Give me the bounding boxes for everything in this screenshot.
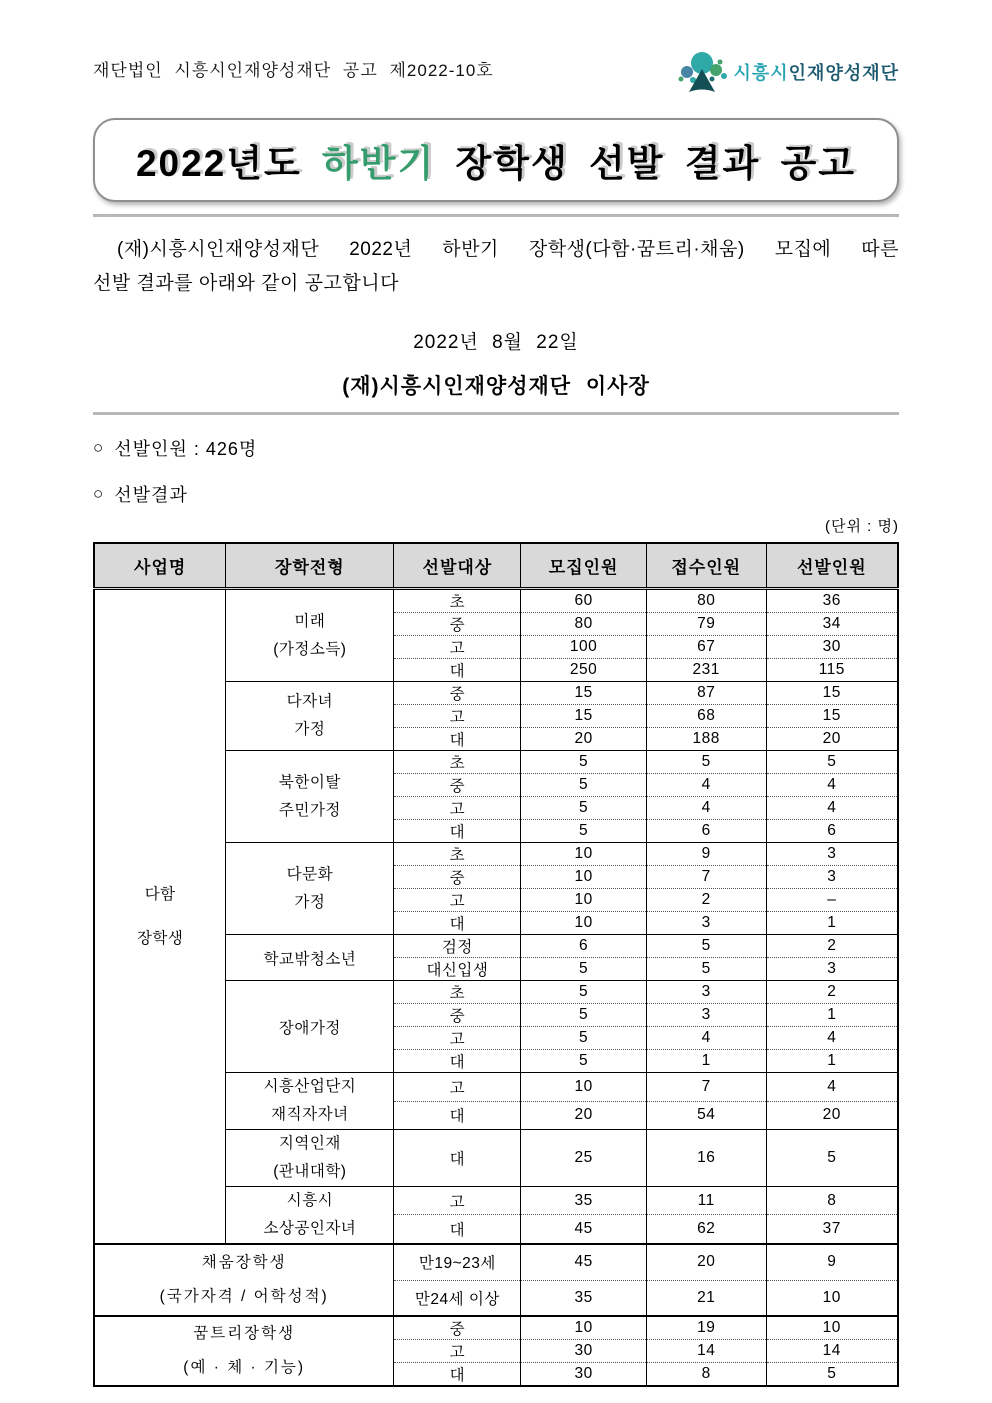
selection-count-text: 선발인원 : 426명 — [114, 439, 258, 459]
value-cell: 3 — [646, 912, 766, 935]
value-cell: 2 — [766, 981, 898, 1004]
value-cell: 10 — [766, 1316, 898, 1340]
value-cell: 35 — [521, 1280, 646, 1316]
target-cell: 중 — [394, 774, 521, 797]
value-cell: 67 — [646, 636, 766, 659]
value-cell: 87 — [646, 682, 766, 705]
value-cell: 1 — [766, 1004, 898, 1027]
target-cell: 대 — [394, 1101, 521, 1130]
value-cell: 2 — [766, 935, 898, 958]
column-header-selected: 선발인원 — [766, 543, 898, 589]
value-cell: 231 — [646, 659, 766, 682]
value-cell: 36 — [766, 589, 898, 613]
value-cell: 11 — [646, 1187, 766, 1215]
value-cell: 20 — [766, 1101, 898, 1130]
page-title — [136, 133, 856, 187]
value-cell: 54 — [646, 1101, 766, 1130]
value-cell: 21 — [646, 1280, 766, 1316]
circle-bullet-icon: ○ — [93, 438, 105, 457]
value-cell: 45 — [521, 1244, 646, 1280]
program-cell: 북한이탈 주민가정 — [226, 751, 394, 843]
announcement-date: 2022년 8월 22일 — [413, 332, 579, 353]
value-cell: 3 — [766, 958, 898, 981]
target-cell: 고 — [394, 705, 521, 728]
header-row — [94, 543, 898, 589]
target-cell: 대 — [394, 1215, 521, 1244]
value-cell: 79 — [646, 613, 766, 636]
target-cell: 고 — [394, 1187, 521, 1215]
logo-tree-icon — [676, 50, 728, 96]
divider-middle — [93, 412, 899, 415]
column-header-applied: 접수인원 — [646, 543, 766, 589]
value-cell: 25 — [521, 1130, 646, 1187]
value-cell: 7 — [646, 866, 766, 889]
title-highlight: 하반기 — [322, 143, 436, 184]
bullet-selection-count — [93, 435, 899, 461]
announcement-line-1: (재)시흥시인재양성재단 2022년 하반기 장학생(다함·꿈트리·채움) 모집에 따른 — [117, 239, 899, 260]
value-cell: 68 — [646, 705, 766, 728]
target-cell: 고 — [394, 889, 521, 912]
value-cell: 5 — [646, 958, 766, 981]
value-cell: 115 — [766, 659, 898, 682]
value-cell: 19 — [646, 1316, 766, 1340]
unit-note: (단위 : 명) — [825, 518, 899, 535]
value-cell: 8 — [646, 1363, 766, 1387]
program-cell: 장애가정 — [226, 981, 394, 1073]
target-cell: 고 — [394, 1027, 521, 1050]
value-cell: 15 — [521, 682, 646, 705]
value-cell: 3 — [646, 981, 766, 1004]
value-cell: 37 — [766, 1215, 898, 1244]
program-cell: 학교밖청소년 — [226, 935, 394, 981]
program-cell: 시흥산업단지 재직자자녀 — [226, 1073, 394, 1130]
program-cell: 시흥시 소상공인자녀 — [226, 1187, 394, 1245]
value-cell: 30 — [521, 1363, 646, 1387]
target-cell: 초 — [394, 981, 521, 1004]
value-cell: 80 — [646, 589, 766, 613]
value-cell: 9 — [646, 843, 766, 866]
value-cell: 5 — [521, 820, 646, 843]
value-cell: 20 — [521, 728, 646, 751]
value-cell: 4 — [766, 1073, 898, 1102]
doc-number: 재단법인 시흥시인재양성재단 공고 제2022-10호 — [93, 61, 494, 80]
business-cell: 다함 장학생 — [94, 589, 226, 1245]
document-header — [93, 50, 899, 96]
value-cell: 5 — [766, 1130, 898, 1187]
value-cell: 4 — [766, 1027, 898, 1050]
column-header-recruited: 모집인원 — [521, 543, 646, 589]
target-cell: 대 — [394, 728, 521, 751]
logo-text — [734, 59, 900, 87]
value-cell: 250 — [521, 659, 646, 682]
column-header-business: 사업명 — [94, 543, 226, 589]
value-cell: 1 — [766, 1050, 898, 1073]
announcement-paragraph — [93, 233, 899, 301]
value-cell: 30 — [521, 1340, 646, 1363]
results-table-body — [94, 589, 898, 1387]
logo-text-city: 시흥시 — [733, 63, 789, 83]
target-cell: 대 — [394, 1130, 521, 1187]
value-cell: 14 — [766, 1340, 898, 1363]
value-cell: 5 — [521, 981, 646, 1004]
value-cell: 16 — [646, 1130, 766, 1187]
table-row — [94, 1316, 898, 1340]
value-cell: 5 — [646, 935, 766, 958]
value-cell: 3 — [766, 843, 898, 866]
value-cell: 80 — [521, 613, 646, 636]
value-cell: 14 — [646, 1340, 766, 1363]
column-header-program: 장학전형 — [226, 543, 394, 589]
target-cell: 중 — [394, 866, 521, 889]
target-cell: 초 — [394, 751, 521, 774]
value-cell: 20 — [521, 1101, 646, 1130]
value-cell: 3 — [646, 1004, 766, 1027]
value-cell: 1 — [646, 1050, 766, 1073]
logo-text-foundation: 인재양성재단 — [788, 63, 899, 83]
value-cell: 15 — [766, 682, 898, 705]
target-cell: 검정 — [394, 935, 521, 958]
value-cell: 5 — [766, 751, 898, 774]
target-cell: 중 — [394, 682, 521, 705]
program-cell: 다문화 가정 — [226, 843, 394, 935]
value-cell: 10 — [521, 889, 646, 912]
value-cell: 60 — [521, 589, 646, 613]
value-cell: 6 — [521, 935, 646, 958]
value-cell: 4 — [646, 797, 766, 820]
value-cell: 10 — [521, 1073, 646, 1102]
program-cell: 미래 (가정소득) — [226, 589, 394, 682]
target-cell: 대 — [394, 1050, 521, 1073]
target-cell: 중 — [394, 613, 521, 636]
target-cell: 대 — [394, 912, 521, 935]
value-cell: 4 — [646, 1027, 766, 1050]
value-cell: 5 — [521, 1050, 646, 1073]
value-cell: 35 — [521, 1187, 646, 1215]
business-cell: 꿈트리장학생 (예 · 체 · 기능) — [94, 1316, 394, 1386]
target-cell: 고 — [394, 797, 521, 820]
value-cell: 3 — [766, 866, 898, 889]
target-cell: 만19~23세 — [394, 1244, 521, 1280]
value-cell: 5 — [521, 797, 646, 820]
value-cell: 62 — [646, 1215, 766, 1244]
value-cell: 20 — [646, 1244, 766, 1280]
value-cell: 34 — [766, 613, 898, 636]
table-row — [94, 589, 898, 613]
program-cell: 지역인재 (관내대학) — [226, 1130, 394, 1187]
value-cell: 5 — [521, 774, 646, 797]
value-cell: 4 — [646, 774, 766, 797]
table-row — [94, 1244, 898, 1280]
value-cell: 15 — [766, 705, 898, 728]
circle-bullet-icon: ○ — [93, 484, 105, 503]
selection-result-text: 선발결과 — [114, 485, 188, 505]
value-cell: 5 — [521, 1004, 646, 1027]
title-suffix: 장학생 선발 결과 공고 — [435, 143, 857, 184]
target-cell: 초 — [394, 843, 521, 866]
target-cell: 중 — [394, 1316, 521, 1340]
value-cell: 30 — [766, 636, 898, 659]
value-cell: 10 — [521, 866, 646, 889]
bullet-selection-result — [93, 481, 899, 507]
target-cell: 고 — [394, 1073, 521, 1102]
value-cell: 7 — [646, 1073, 766, 1102]
value-cell: 4 — [766, 774, 898, 797]
value-cell: 5 — [521, 958, 646, 981]
value-cell: 5 — [646, 751, 766, 774]
value-cell: 5 — [827, 1365, 837, 1382]
value-cell: 5 — [521, 1027, 646, 1050]
target-cell: 대신입생 — [394, 958, 521, 981]
value-cell: 10 — [766, 1280, 898, 1316]
target-cell: 만24세 이상 — [394, 1280, 521, 1316]
target-cell: 대 — [394, 1363, 521, 1387]
value-cell: 20 — [766, 728, 898, 751]
value-cell: 5 — [521, 751, 646, 774]
title-box — [93, 118, 899, 202]
value-cell: 45 — [521, 1215, 646, 1244]
value-cell: 10 — [521, 1316, 646, 1340]
results-table — [93, 542, 899, 1387]
value-cell: 188 — [646, 728, 766, 751]
value-cell: – — [766, 889, 898, 912]
value-cell: 10 — [521, 843, 646, 866]
value-cell: 9 — [766, 1244, 898, 1280]
value-cell: 100 — [521, 636, 646, 659]
value-cell: 2 — [646, 889, 766, 912]
column-header-target: 선발대상 — [394, 543, 521, 589]
foundation-logo — [676, 50, 900, 96]
program-cell: 다자녀 가정 — [226, 682, 394, 751]
value-cell: 8 — [766, 1187, 898, 1215]
target-cell: 중 — [394, 1004, 521, 1027]
target-cell: 고 — [394, 636, 521, 659]
value-cell: 4 — [766, 797, 898, 820]
divider-top — [93, 214, 899, 217]
target-cell: 대 — [394, 820, 521, 843]
title-prefix: 2022년도 — [135, 143, 323, 184]
target-cell: 대 — [394, 659, 521, 682]
value-cell: 1 — [766, 912, 898, 935]
value-cell: 6 — [646, 820, 766, 843]
value-cell: 10 — [521, 912, 646, 935]
announcement-line-2: 선발 결과를 아래와 같이 공고합니다 — [93, 273, 399, 294]
value-cell: 6 — [766, 820, 898, 843]
business-cell: 채움장학생 (국가자격 / 어학성적) — [94, 1244, 394, 1316]
value-cell: 15 — [521, 705, 646, 728]
target-cell: 고 — [394, 1340, 521, 1363]
target-cell: 초 — [394, 589, 521, 613]
signature-line: (재)시흥시인재양성재단 이사장 — [342, 375, 650, 398]
results-table-head — [94, 543, 898, 589]
